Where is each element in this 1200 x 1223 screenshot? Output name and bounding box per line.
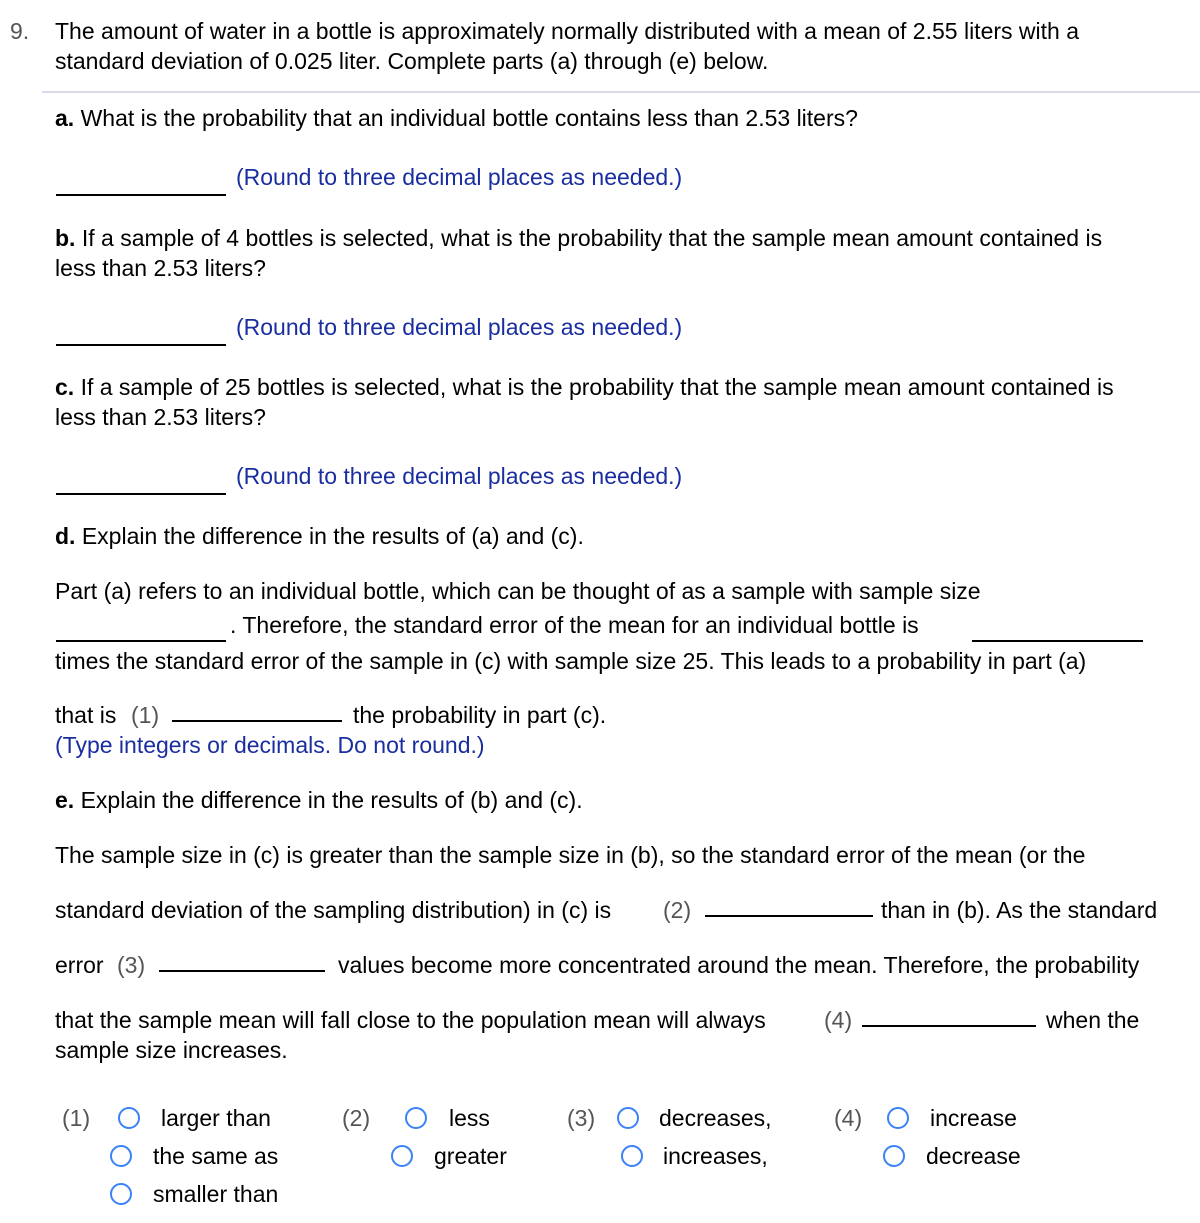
part-e-line-4-suffix: when the [1046, 1007, 1140, 1033]
part-d-dropdown-1-label: (1) [131, 702, 160, 728]
part-e-label: e. [55, 787, 75, 813]
option-4-decrease[interactable]: decrease [926, 1143, 1021, 1169]
part-c-question-line2: less than 2.53 liters? [55, 404, 266, 430]
option-2-greater[interactable]: greater [434, 1143, 507, 1169]
choice-group-4-label: (4) [834, 1105, 863, 1131]
part-c-question-line1 [55, 372, 1114, 402]
part-b-text: If a sample of 4 bottles is selected, what is the probability that the sample mean amount contained is [75, 225, 1103, 251]
part-a-label: a. [55, 105, 75, 131]
option-1-larger-than[interactable]: larger than [161, 1105, 271, 1131]
part-e-line-1: The sample size in (c) is greater than the sample size in (b), so the standard error of the mean (or the [55, 842, 1086, 868]
part-a-question [55, 103, 858, 133]
part-e-dropdown-2-label: (2) [663, 897, 692, 923]
part-c-hint: (Round to three decimal places as needed.) [236, 463, 683, 489]
radio-4-decrease[interactable] [883, 1145, 905, 1167]
part-d-sentence-1: Part (a) refers to an individual bottle, which can be thought of as a sample with sample size [55, 578, 981, 604]
part-e-line-2-suffix: than in (b). As the standard [881, 897, 1158, 923]
part-d-sentence-4-prefix: that is [55, 702, 117, 728]
part-c-answer-input[interactable] [56, 493, 226, 495]
radio-1-same-as[interactable] [110, 1145, 132, 1167]
radio-4-increase[interactable] [887, 1107, 909, 1129]
part-d-question [55, 521, 584, 551]
option-1-same-as[interactable]: the same as [153, 1143, 279, 1169]
dropdown-2-blank[interactable] [705, 915, 873, 917]
radio-1-smaller-than[interactable] [110, 1183, 132, 1205]
part-d-label: d. [55, 523, 76, 549]
part-c-text: If a sample of 25 bottles is selected, what is the probability that the sample mean amount contained is [74, 374, 1114, 400]
part-d-hint: (Type integers or decimals. Do not round.) [55, 732, 485, 758]
part-e-line-2-prefix: standard deviation of the sampling distribution) in (c) is [55, 897, 612, 923]
radio-3-decreases[interactable] [617, 1107, 639, 1129]
radio-2-greater[interactable] [391, 1145, 413, 1167]
part-d-sentence-4-suffix: the probability in part (c). [353, 702, 607, 728]
dropdown-3-blank[interactable] [159, 970, 325, 972]
part-b-label: b. [55, 225, 76, 251]
part-a-answer-input[interactable] [56, 194, 226, 196]
question-text-line2: standard deviation of 0.025 liter. Complete parts (a) through (e) below. [55, 48, 769, 74]
part-e-dropdown-3-label: (3) [117, 952, 146, 978]
radio-2-less[interactable] [405, 1107, 427, 1129]
option-2-less[interactable]: less [449, 1105, 490, 1131]
part-d-sample-size-input[interactable] [56, 640, 226, 642]
part-b-question-line2: less than 2.53 liters? [55, 255, 266, 281]
divider [42, 91, 1200, 93]
part-d-sentence-3: times the standard error of the sample in (c) with sample size 25. This leads to a probability in part (a) [55, 648, 1087, 674]
part-e-question [55, 785, 583, 815]
part-a-hint: (Round to three decimal places as needed.) [236, 164, 683, 190]
part-d-sentence-2: . Therefore, the standard error of the mean for an individual bottle is [230, 612, 919, 638]
part-a-text: What is the probability that an individual bottle contains less than 2.53 liters? [74, 105, 858, 131]
radio-3-increases[interactable] [621, 1145, 643, 1167]
part-e-line-4-prefix: that the sample mean will fall close to the population mean will always [55, 1007, 766, 1033]
question-text-line1: The amount of water in a bottle is approximately normally distributed with a mean of 2.55 liters with a [55, 18, 1079, 44]
part-b-hint: (Round to three decimal places as needed.) [236, 314, 683, 340]
choice-group-3-label: (3) [567, 1105, 596, 1131]
choice-group-1-label: (1) [62, 1105, 91, 1131]
part-e-text: Explain the difference in the results of (b) and (c). [74, 787, 583, 813]
part-e-dropdown-4-label: (4) [824, 1007, 853, 1033]
part-b-answer-input[interactable] [56, 344, 226, 346]
option-1-smaller-than[interactable]: smaller than [153, 1181, 279, 1207]
option-4-increase[interactable]: increase [930, 1105, 1017, 1131]
part-d-times-input[interactable] [972, 640, 1143, 642]
part-e-line-3-suffix: values become more concentrated around the mean. Therefore, the probability [338, 952, 1140, 978]
radio-1-larger-than[interactable] [118, 1107, 140, 1129]
part-e-line-5: sample size increases. [55, 1037, 288, 1063]
part-c-label: c. [55, 374, 75, 400]
part-d-text: Explain the difference in the results of (a) and (c). [75, 523, 584, 549]
dropdown-1-blank[interactable] [172, 720, 342, 722]
question-number: 9. [10, 18, 30, 44]
dropdown-4-blank[interactable] [862, 1025, 1036, 1027]
part-b-question-line1 [55, 223, 1102, 253]
option-3-decreases[interactable]: decreases, [659, 1105, 772, 1131]
part-e-line-3-prefix: error [55, 952, 104, 978]
choice-group-2-label: (2) [342, 1105, 371, 1131]
option-3-increases[interactable]: increases, [663, 1143, 768, 1169]
